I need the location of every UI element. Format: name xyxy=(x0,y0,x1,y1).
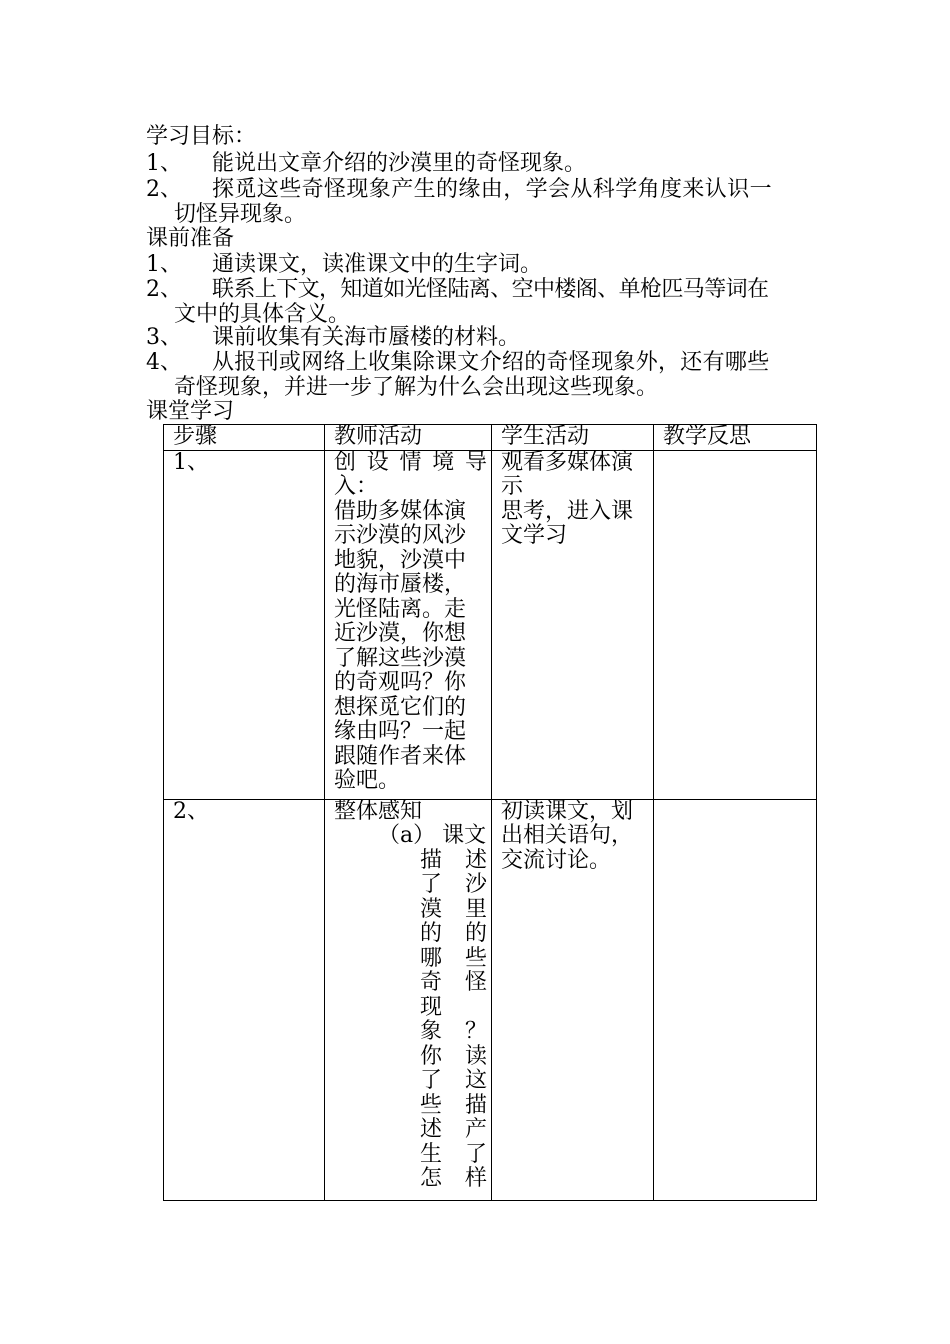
prep-4-number: 4、 xyxy=(146,350,182,375)
row1-student-line: 思考，进入课 xyxy=(501,498,634,524)
objective-1-text: 能说出文章介绍的沙漠里的奇怪现象。 xyxy=(212,151,587,176)
row2-teacher-column-line: 些描 xyxy=(420,1092,487,1118)
prep-1-text: 通读课文，读准课文中的生字词。 xyxy=(212,252,543,277)
prep-4-text-line2: 奇怪现象，并进一步了解为什么会出现这些现象。 xyxy=(174,375,659,400)
objectives-heading: 学习目标： xyxy=(146,124,257,149)
prep-3-number: 3、 xyxy=(146,325,182,350)
row1-student xyxy=(492,450,654,799)
lesson-table xyxy=(163,424,817,1201)
row1-student-line: 观看多媒体演 xyxy=(501,449,634,475)
objective-2-text-line1: 探觅这些奇怪现象产生的缘由，学会从科学角度来认识一 xyxy=(212,177,773,202)
row1-student-line: 示 xyxy=(501,474,524,499)
row2-teacher xyxy=(325,799,492,1200)
row2-student-line: 交流讨论。 xyxy=(501,847,612,873)
header-reflection: 教学反思 xyxy=(654,425,817,451)
prep-1-number: 1、 xyxy=(146,252,182,277)
prep-3-text: 课前收集有关海市蜃楼的材料。 xyxy=(212,325,521,350)
objective-2-text-line2: 切怪异现象。 xyxy=(174,202,307,227)
preparation-heading: 课前准备 xyxy=(146,226,235,251)
row1-step: 1、 xyxy=(164,450,325,799)
row1-teacher-line: 地貌，沙漠中 xyxy=(334,547,467,573)
row1-teacher-line: 近沙漠，你想 xyxy=(334,621,467,646)
header-teacher-activity: 教师活动 xyxy=(325,425,492,451)
table-row xyxy=(164,799,817,1200)
row1-teacher-line: 示沙漠的风沙 xyxy=(334,523,467,548)
row1-teacher-line: 的奇观吗？你 xyxy=(334,670,467,695)
header-student-activity: 学生活动 xyxy=(492,425,654,451)
header-step: 步骤 xyxy=(164,425,325,451)
row2-teacher-column-line: 你读 xyxy=(420,1043,487,1069)
row2-teacher-column-line: 描述 xyxy=(420,847,487,873)
table-header-row xyxy=(164,425,817,451)
prep-2-text-line2: 文中的具体含义。 xyxy=(174,302,351,327)
row1-teacher-line: 验吧。 xyxy=(334,768,401,793)
prep-2-number: 2、 xyxy=(146,277,182,302)
row2-teacher-column-line: 述产 xyxy=(420,1117,487,1142)
row2-teacher-column-line: 怎样 xyxy=(420,1166,487,1191)
objective-1-number: 1、 xyxy=(146,151,182,176)
row2-student-line: 初读课文，划 xyxy=(501,798,634,824)
row2-teacher-column-line: 了沙 xyxy=(420,872,487,897)
table-row xyxy=(164,450,817,799)
row2-student xyxy=(492,799,654,1200)
row1-teacher-line: 想探觅它们的 xyxy=(334,694,467,720)
row1-teacher-line: 跟随作者来体 xyxy=(334,743,467,769)
prep-4-text-line1: 从报刊或网络上收集除课文介绍的奇怪现象外，还有哪些 xyxy=(212,350,770,375)
row2-teacher-column-line: 象？ xyxy=(420,1019,487,1044)
row2-student-line: 出相关语句， xyxy=(501,823,634,848)
row1-teacher-line: 创设情境导 xyxy=(334,449,487,475)
row2-teacher-column-line: 的的 xyxy=(420,921,487,946)
row2-step: 2、 xyxy=(164,799,325,1200)
row1-teacher-line: 的海市蜃楼， xyxy=(334,572,467,597)
row2-teacher-column-line: 了这 xyxy=(420,1068,487,1093)
row2-teacher-column-line: 生了 xyxy=(420,1141,487,1167)
row2-teacher-title: 整体感知 xyxy=(334,798,423,824)
row2-teacher-first-line: （a） 课文 xyxy=(378,823,487,848)
row1-teacher-line: 借助多媒体演 xyxy=(334,498,467,524)
row1-teacher-line: 了解这些沙漠 xyxy=(334,645,467,671)
row2-reflection xyxy=(654,799,817,1200)
row1-teacher-line: 缘由吗？一起 xyxy=(334,719,467,744)
prep-2-text-line1: 联系上下文，知道如光怪陆离、空中楼阁、单枪匹马等词在 xyxy=(212,277,769,302)
classroom-heading: 课堂学习 xyxy=(146,399,235,424)
row1-teacher xyxy=(325,450,492,799)
row1-student-line: 文学习 xyxy=(501,523,568,548)
row2-teacher-column-line: 奇怪 xyxy=(420,970,487,995)
row1-teacher-line: 光怪陆离。走 xyxy=(334,596,467,622)
row2-teacher-column-line: 漠里 xyxy=(420,896,487,922)
row2-teacher-column-line: 哪些 xyxy=(420,945,487,971)
objective-2-number: 2、 xyxy=(146,177,182,202)
row1-teacher-line: 入： xyxy=(334,474,379,499)
row1-reflection xyxy=(654,450,817,799)
row2-teacher-column-line: 现 xyxy=(420,994,443,1020)
